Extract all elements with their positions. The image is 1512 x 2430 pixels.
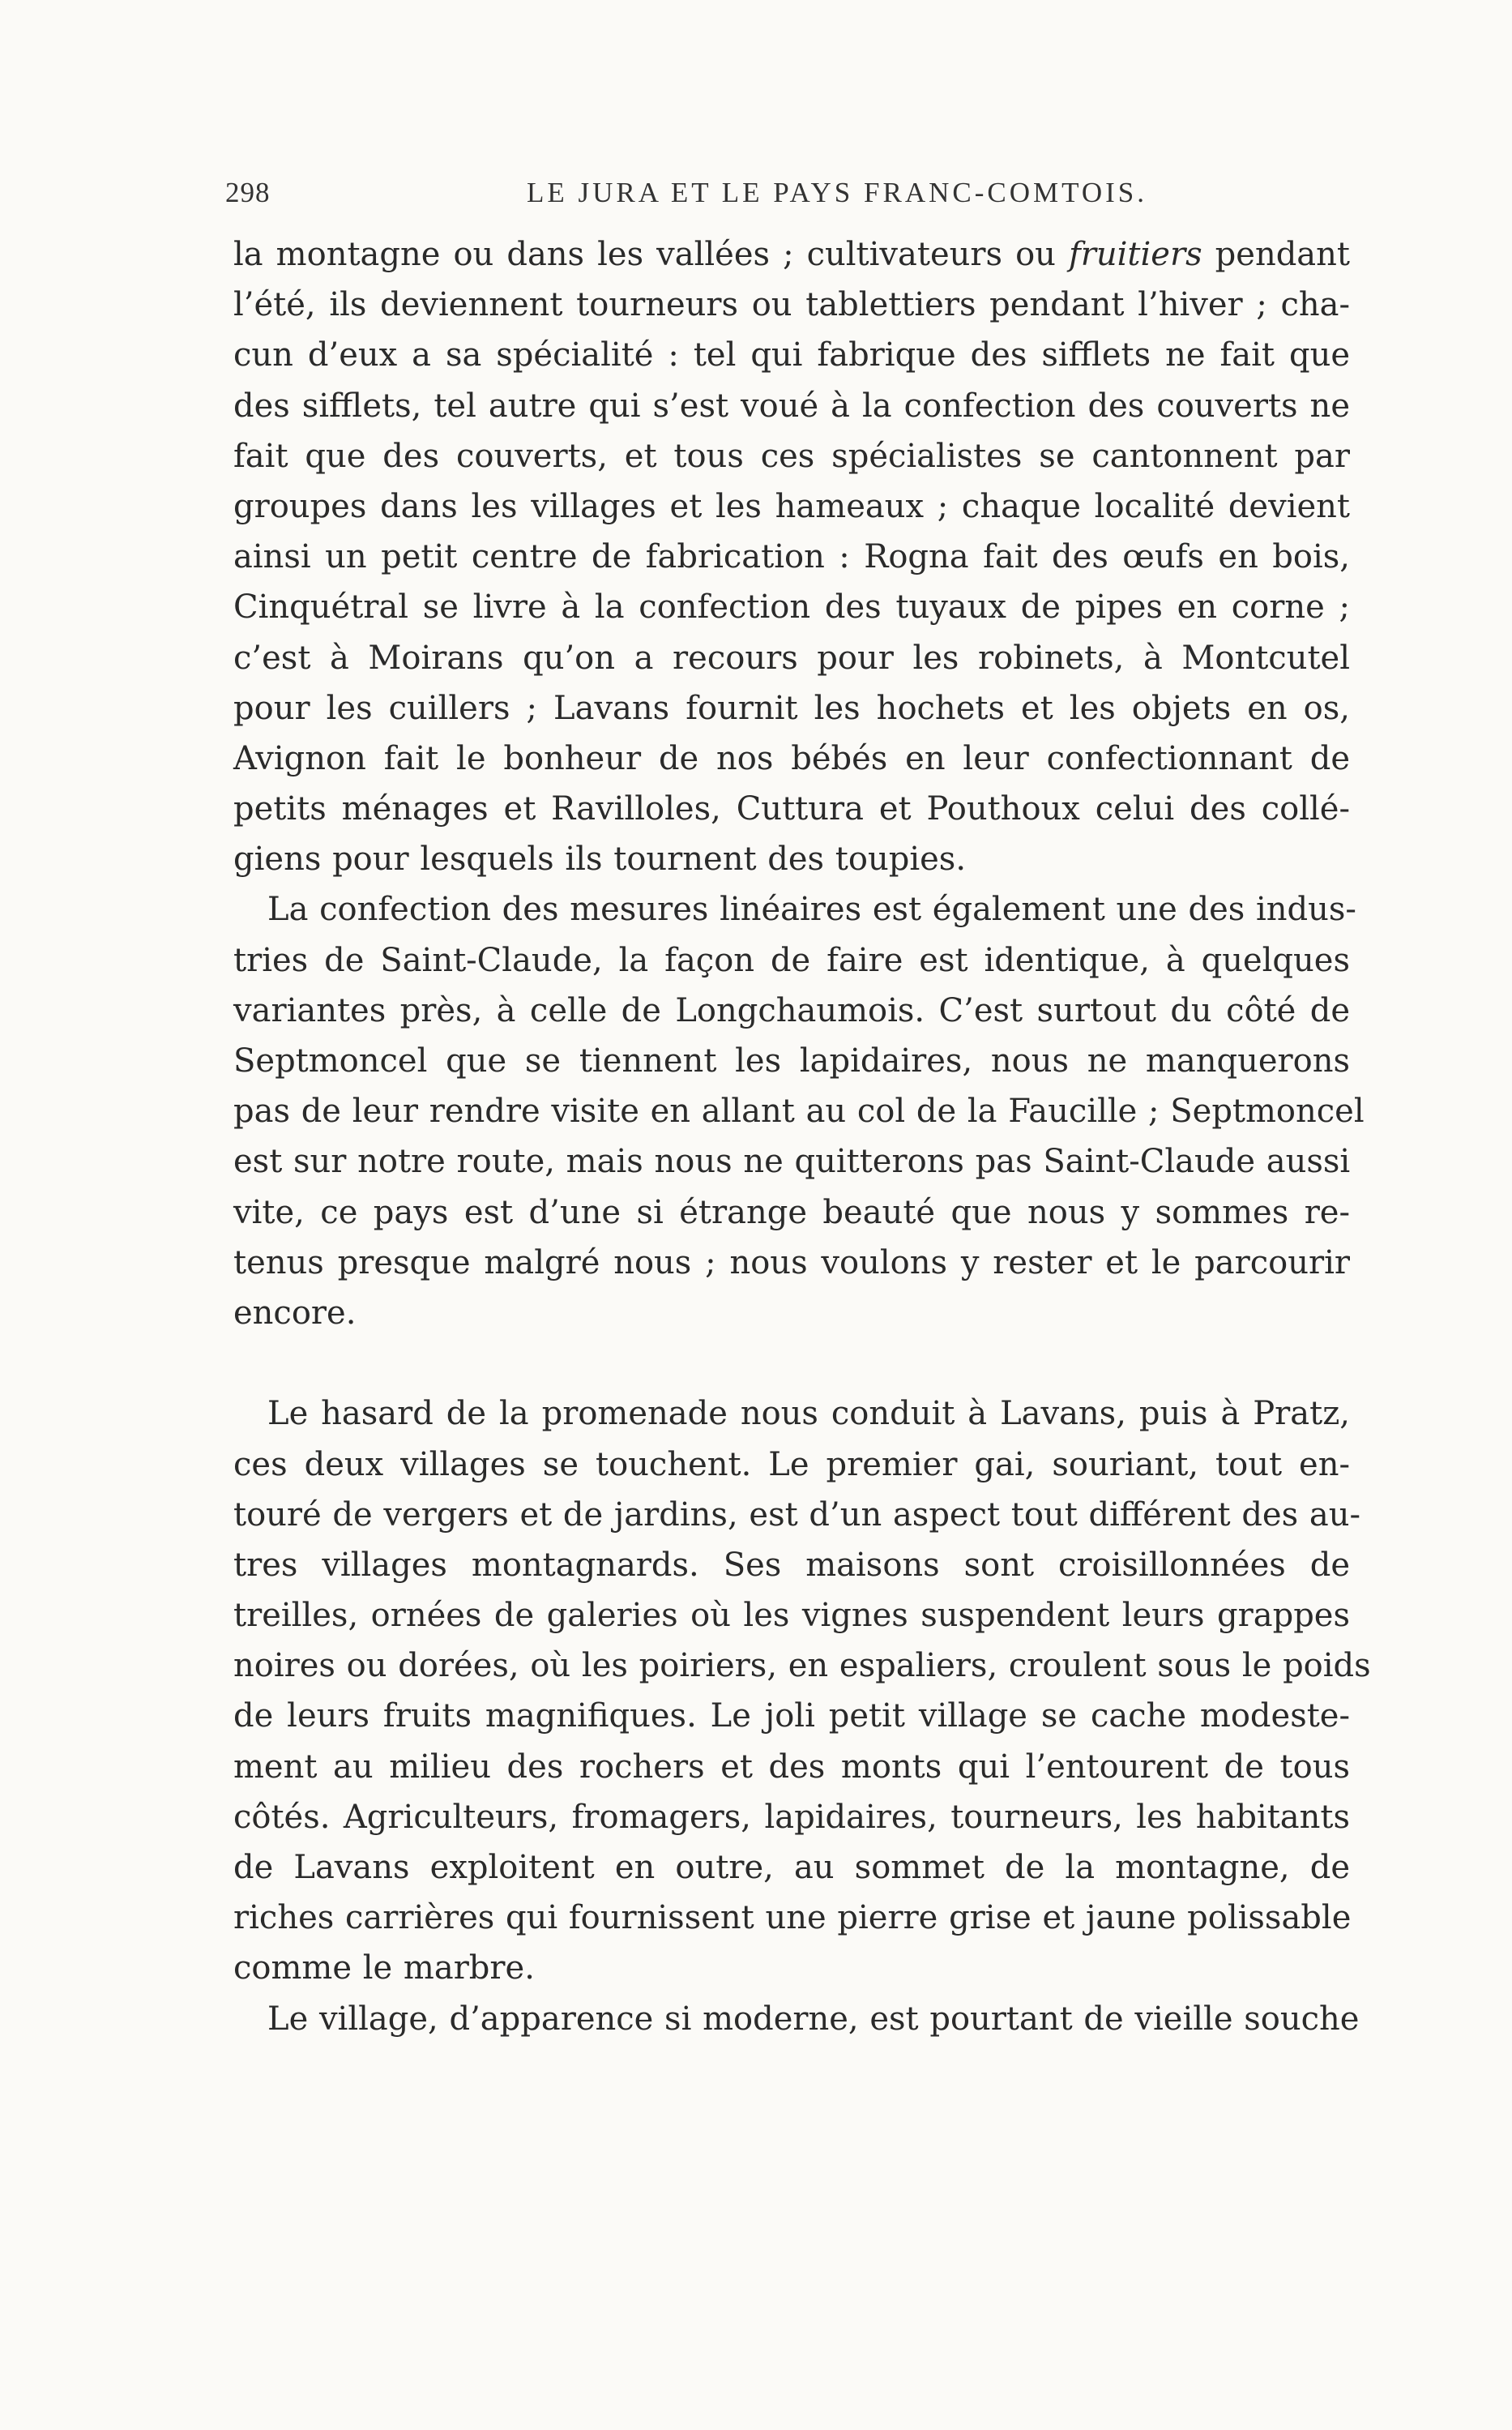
running-title: LE JURA ET LE PAYS FRANC-COMTOIS. [526,177,1148,208]
text-line: Septmoncel que se tiennent les lapidaires, nous ne manquerons [233,1042,1350,1080]
text-line: giens pour lesquels ils tournent des toupies. [233,841,967,879]
italic-word-fruitiers: fruitiers [1068,236,1202,273]
text-line: la montagne ou dans les vallées ; cultivateurs ou fruitiers pendant [233,236,1350,273]
text-line: groupes dans les villages et les hameaux ; chaque localité devient [233,487,1350,525]
text-line: Le village, d’apparence si moderne, est pourtant de vieille souche [267,2000,1360,2038]
text-line: c’est à Moirans qu’on a recours pour les robinets, à Montcutel [233,639,1350,677]
text-line: Cinquétral se livre à la confection des tuyaux de pipes en corne ; [233,588,1350,627]
body-text [233,229,1371,2044]
text-line: tries de Saint-Claude, la façon de faire est identique, à quelques [233,941,1350,979]
text-line: encore. [233,1294,357,1332]
text-line: ces deux villages se touchent. Le premier gai, souriant, tout en- [233,1445,1350,1483]
text-line: côtés. Agriculteurs, fromagers, lapidaires, tourneurs, les habitants [233,1798,1350,1836]
page-header [225,177,1343,217]
text-line: tenus presque malgré nous ; nous voulons y rester et le parcourir [233,1243,1350,1281]
text-line: petits ménages et Ravilloles, Cuttura et Pouthoux celui des collé- [233,790,1350,828]
text-line: riches carrières qui fournissent une pierre grise et jaune polissable [233,1899,1352,1937]
page-number: 298 [225,177,271,208]
paragraph-2 [233,884,1365,1338]
paragraph-4 [233,1994,1360,2044]
text-line: ment au milieu des rochers et des monts qui l’entourent de tous [233,1748,1350,1786]
text-line: des sifflets, tel autre qui s’est voué à la confection des couverts ne [233,387,1350,425]
text-line: est sur notre route, mais nous ne quitterons pas Saint-Claude aussi [233,1143,1351,1181]
text-line: vite, ce pays est d’une si étrange beauté que nous y sommes re- [233,1193,1350,1231]
text-line: variantes près, à celle de Longchaumois. C’est surtout du côté de [233,991,1350,1029]
text-line: ainsi un petit centre de fabrication : Rogna fait des œufs en bois, [233,538,1350,576]
text-line: La confection des mesures linéaires est également une des indus- [267,891,1356,929]
text-line: comme le marbre. [233,1949,535,1987]
text-line: fait que des couverts, et tous ces spécialistes se cantonnent par [233,437,1350,475]
text-line: noires ou dorées, où les poiriers, en espaliers, croulent sous le poids [233,1647,1371,1685]
text-line: de leurs fruits magnifiques. Le joli petit village se cache modeste- [233,1697,1350,1735]
text-line: l’été, ils deviennent tourneurs ou tablettiers pendant l’hiver ; cha- [233,286,1350,324]
text-line: cun d’eux a sa spécialité : tel qui fabrique des sifflets ne fait que [233,336,1350,374]
text-line: tres villages montagnards. Ses maisons sont croisillonnées de [233,1546,1350,1584]
text-line: touré de vergers et de jardins, est d’un aspect tout différent des au- [233,1495,1360,1534]
text-line: Le hasard de la promenade nous conduit à Lavans, puis à Pratz, [267,1395,1350,1433]
paragraph-1 [233,229,1350,884]
text-line: Avignon fait le bonheur de nos bébés en leur confectionnant de [233,739,1350,777]
paragraph-3 [233,1388,1371,1993]
text-line: de Lavans exploitent en outre, au sommet de la montagne, de [233,1849,1350,1886]
text-line: pour les cuillers ; Lavans fournit les hochets et les objets en os, [233,689,1350,727]
text-line: treilles, ornées de galeries où les vignes suspendent leurs grappes [233,1597,1350,1635]
section-break [233,1338,1350,1388]
text-line: pas de leur rendre visite en allant au col de la Faucille ; Septmoncel [233,1093,1365,1131]
